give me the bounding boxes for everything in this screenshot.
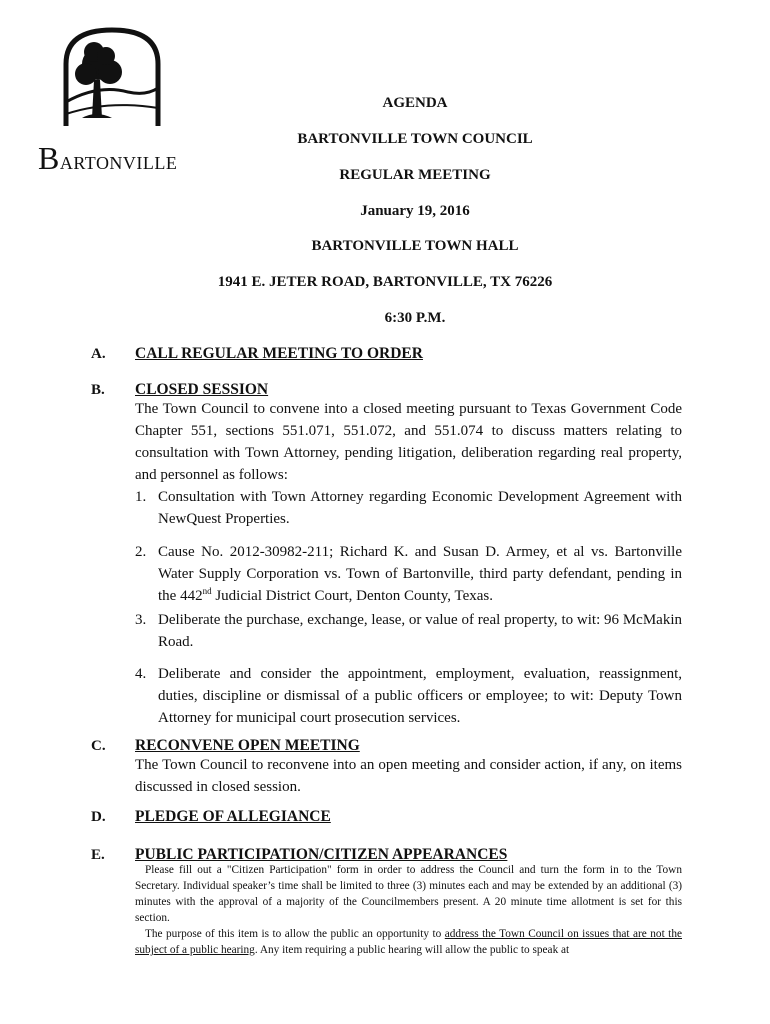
- meeting-type-heading: REGULAR MEETING: [339, 167, 491, 183]
- agenda-heading: AGENDA: [382, 95, 448, 111]
- logo-name-rest: ARTONVILLE: [59, 153, 178, 173]
- section-b-letter: B.: [91, 382, 105, 398]
- item-number: 4.: [135, 666, 147, 682]
- closed-session-item-2: [135, 541, 682, 607]
- meeting-address: 1941 E. JETER ROAD, BARTONVILLE, TX 76226: [217, 274, 553, 290]
- section-c-title: RECONVENE OPEN MEETING: [135, 737, 360, 754]
- closed-session-item-3: [135, 609, 682, 653]
- section-b-title: CLOSED SESSION: [135, 381, 269, 398]
- item-text-superscript: nd: [202, 586, 212, 596]
- section-c-letter: C.: [91, 738, 106, 754]
- section-e-para2-underlined: address the Town Council on issues that are not the subject of a public hearing: [135, 928, 682, 956]
- closed-session-item-1: [135, 486, 682, 530]
- item-text: Consultation with Town Attorney regarding Economic Development Agreement with NewQuest Properties.: [158, 489, 682, 527]
- section-e-title: PUBLIC PARTICIPATION/CITIZEN APPEARANCES: [135, 846, 508, 863]
- section-d-letter: D.: [91, 809, 106, 825]
- meeting-time: 6:30 P.M.: [384, 310, 446, 326]
- item-number: 2.: [135, 544, 147, 560]
- section-e-paragraph-1: [135, 862, 682, 926]
- logo-initial: B: [38, 140, 60, 176]
- item-text: Deliberate and consider the appointment, employment, evaluation, reassignment, duties, discipline or dismissal of a public officers or employee; to wit: Deputy Town Attorney for municipal court prosecution services.: [158, 666, 682, 726]
- item-number: 3.: [135, 612, 147, 628]
- item-text-after: Judicial District Court, Denton County, Texas.: [211, 588, 493, 604]
- section-a-letter: A.: [91, 346, 106, 362]
- meeting-date: January 19, 2016: [360, 203, 470, 219]
- section-e-para1-text: Please fill out a "Citizen Participation" form in order to address the Council and turn the form in to the Town Secretary. Individual speaker’s time shall be limited to three (3) minutes each and may be extended by an additional (3) minutes with the approval of a majority of the Councilmembers present. A 20 minute time allotment is set for this section.: [135, 864, 682, 924]
- item-number: 1.: [135, 489, 147, 505]
- section-e-para2-before: The purpose of this item is to allow the public an opportunity to: [145, 928, 445, 940]
- council-heading: BARTONVILLE TOWN COUNCIL: [297, 131, 533, 147]
- section-e-letter: E.: [91, 847, 105, 863]
- section-d-title: PLEDGE OF ALLEGIANCE: [135, 808, 331, 825]
- section-e-paragraph-2: [135, 926, 682, 958]
- meeting-location: BARTONVILLE TOWN HALL: [311, 238, 519, 254]
- section-a-title: CALL REGULAR MEETING TO ORDER: [135, 345, 423, 362]
- section-e-para2-after: . Any item requiring a public hearing will allow the public to speak at: [254, 944, 570, 956]
- section-b-description: The Town Council to convene into a closed meeting pursuant to Texas Government Code Chapter 551, sections 551.071, 551.072, and 551.074 to discuss matters relating to consultation with Town Attorney, pending litigation, deliberation regarding real property, and personnel as follows:: [135, 401, 682, 483]
- item-text-before: Cause No. 2012-30982-211; Richard K. and Susan D. Armey, et al vs. Bartonville Water Supply Corporation vs. Town of Bartonville, third party defendant, pending in the 442: [158, 544, 682, 604]
- section-c-description: The Town Council to reconvene into an open meeting and consider action, if any, on items discussed in closed session.: [135, 757, 682, 795]
- item-text: [158, 541, 682, 607]
- closed-session-item-4: [135, 663, 682, 729]
- item-text: Deliberate the purchase, exchange, lease, or value of real property, to wit: 96 McMakin Road.: [158, 612, 682, 650]
- tree-emblem-icon: [58, 22, 166, 132]
